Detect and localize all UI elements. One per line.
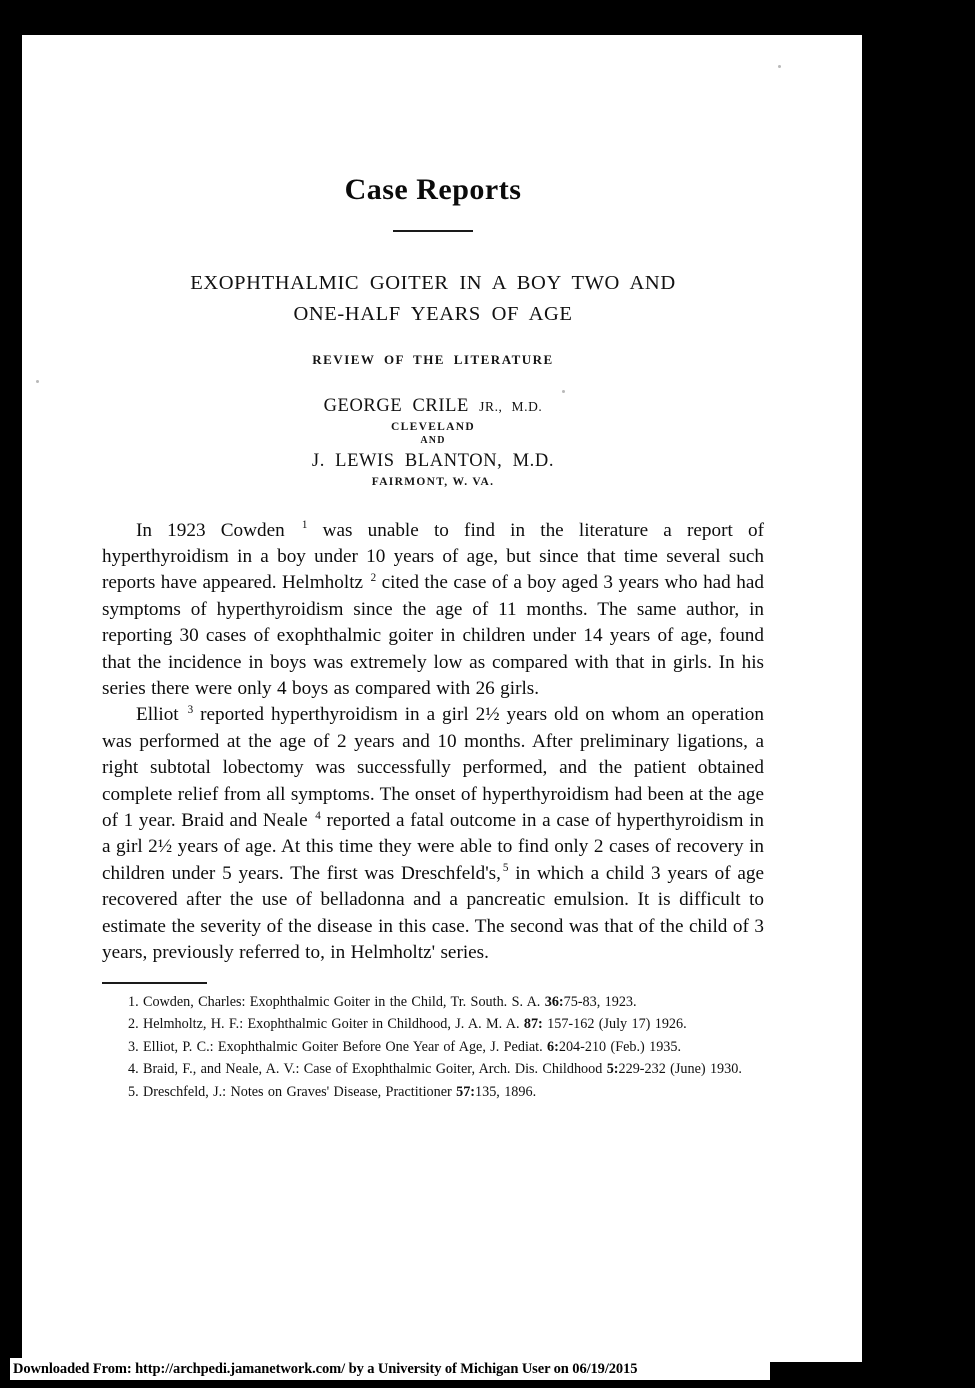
footnote-list <box>102 992 764 1103</box>
footnote-number: 1. <box>128 993 139 1010</box>
footnote-number: 3. <box>128 1038 139 1055</box>
author-one-suffix: JR., M.D. <box>479 398 543 414</box>
author-two-name: J. LEWIS BLANTON, M.D. <box>311 450 555 471</box>
footnote-volume: 57: <box>456 1083 476 1100</box>
footnote-item-1: 1. Cowden, Charles: Exophthalmic Goiter in the Child, Tr. South. S. A. 36:75-83, 1923. <box>128 993 637 1010</box>
scan-speck <box>36 380 39 383</box>
author-two-affiliation: FAIRMONT, W. VA. <box>371 475 495 488</box>
page-title: Case Reports <box>344 173 522 206</box>
author-one <box>102 394 764 418</box>
footnote-volume: 6: <box>547 1038 559 1055</box>
download-banner: Downloaded From: http://archpedi.jamanetwork.com/ by a University of Michigan User on 06/19/2015 <box>10 1358 770 1380</box>
footnote-item-5: 5. Dreschfeld, J.: Notes on Graves' Disease, Practitioner 57:135, 1896. <box>128 1083 537 1100</box>
byline <box>102 394 764 488</box>
footnote-divider <box>102 982 207 984</box>
footnote-reference[interactable]: 3 <box>187 704 194 717</box>
masthead-divider <box>393 230 473 232</box>
footnote-item-2: 2. Helmholtz, H. F.: Exophthalmic Goiter in Childhood, J. A. M. A. 87: 157-162 (July 17) 1926. <box>128 1016 687 1032</box>
footnote-volume: 5: <box>606 1061 619 1077</box>
author-one-affiliation: CLEVELAND <box>391 420 475 433</box>
footnote-reference[interactable]: 4 <box>315 809 321 822</box>
footnote-reference[interactable]: 2 <box>370 572 377 585</box>
footnote-reference[interactable]: 1 <box>301 519 308 532</box>
article-title <box>102 268 764 330</box>
content-column <box>102 35 764 1104</box>
scan-speck <box>778 65 781 68</box>
footnote-volume: 87: <box>523 1016 543 1032</box>
footnote-item-3: 3. Elliot, P. C.: Exophthalmic Goiter Before One Year of Age, J. Pediat. 6:204-210 (Feb.) 1935. <box>128 1038 682 1055</box>
body-paragraph-1: In 1923 Cowden $^1$ was unable to find in the literature a report of hyperthyroidism in a boy under 10 years of age, but since that time several such reports have appeared. Helmholtz $^2$ cited the case of a boy aged 3 years who had had symptoms of hyperthyroidism since the age of 11 months. The same author, in reporting 30 cases of exophthalmic goiter in children under 14 years of age, found that the incidence in boys was extremely low as compared with that in girls. In his series there were only 4 boys as compared with 26 girls. <box>102 519 764 700</box>
article-body <box>102 518 764 967</box>
byline-conjunction: AND <box>420 434 446 446</box>
footnote-number: 4. <box>128 1061 139 1077</box>
body-paragraph-2: Elliot $^3$ reported hyperthyroidism in a girl 2½ years old on whom an operation was performed at the age of 2 years and 10 months. After preliminary ligations, a right subtotal lobectomy was successfully performed, and the patient obtained complete relief from all symptoms. The onset of hyperthyroidism had been at the age of 1 year. Braid and Neale $^4$ reported a fatal outcome in a case of hyperthyroidism in a girl 2½ years of age. At this time they were able to find only 2 cases of recovery in children under 5 years. The first was Dreschfeld's, $^5$ in which a child 3 years of age recovered after the use of belladonna and a pancreatic emulsion. It is difficult to estimate the severity of the disease in this case. The second was that of the child of 3 years, previously referred to, in Helmholtz' series. <box>102 704 765 964</box>
footnote-reference[interactable]: 5 <box>502 862 509 875</box>
footnote-number: 5. <box>128 1083 139 1100</box>
article-subtitle: REVIEW OF THE LITERATURE <box>312 351 554 367</box>
footnote-volume: 36: <box>544 993 564 1010</box>
author-one-name: GEORGE CRILE <box>323 395 480 416</box>
footnote-number: 2. <box>128 1016 139 1032</box>
article-title-line-1: EXOPHTHALMIC GOITER IN A BOY TWO AND <box>190 272 676 294</box>
footnote-item-4: 4. Braid, F., and Neale, A. V.: Case of Exophthalmic Goiter, Arch. Dis. Childhood 5:229-232 (June) 1930. <box>128 1061 742 1077</box>
page-sheet <box>22 35 862 1362</box>
article-title-line-2: ONE-HALF YEARS OF AGE <box>293 302 573 325</box>
